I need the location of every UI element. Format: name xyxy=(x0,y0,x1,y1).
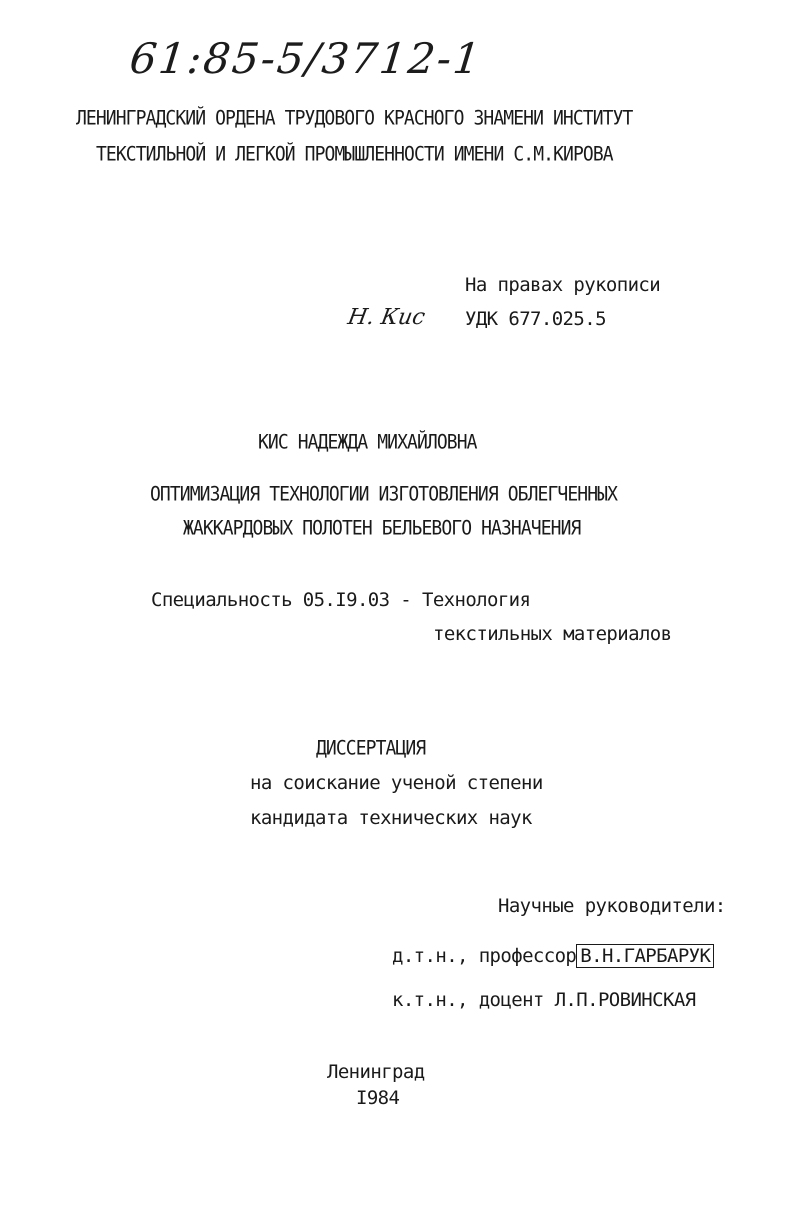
supervisor-1-name: В.Н.ГАРБАРУК xyxy=(576,944,714,968)
imprint-city: Ленинград xyxy=(327,1061,425,1083)
specialty-line-1: Специальность 05.I9.03 - Технология xyxy=(151,589,531,611)
institution-line-2: ТЕКСТИЛЬНОЙ И ЛЕГКОЙ ПРОМЫШЛЕННОСТИ ИМЕНИ С.М.КИРОВА xyxy=(96,143,613,166)
author-signature: Н. Кис xyxy=(345,305,427,330)
dissertation-heading: ДИССЕРТАЦИЯ xyxy=(316,737,426,760)
imprint-year: I984 xyxy=(356,1087,400,1109)
title-line-2: ЖАККАРДОВЫХ ПОЛОТЕН БЕЛЬЕВОГО НАЗНАЧЕНИЯ xyxy=(183,517,581,540)
supervisor-1 xyxy=(392,944,714,968)
specialty-line-2: текстильных материалов xyxy=(433,623,672,645)
author-name: КИС НАДЕЖДА МИХАЙЛОВНА xyxy=(258,431,477,454)
title-line-1: ОПТИМИЗАЦИЯ ТЕХНОЛОГИИ ИЗГОТОВЛЕНИЯ ОБЛЕГЧЕННЫХ xyxy=(150,483,618,506)
degree-line-1: на соискание ученой степени xyxy=(250,772,543,794)
archive-code-handwritten: 61:85-5/3712-1 xyxy=(127,34,485,83)
supervisor-2: к.т.н., доцент Л.П.РОВИНСКАЯ xyxy=(392,989,696,1011)
supervisor-1-title: д.т.н., профессор xyxy=(392,945,577,967)
supervisors-heading: Научные руководители: xyxy=(498,895,726,917)
institution-line-1: ЛЕНИНГРАДСКИЙ ОРДЕНА ТРУДОВОГО КРАСНОГО ЗНАМЕНИ ИНСТИТУТ xyxy=(76,107,633,130)
manuscript-rights: На правах рукописи xyxy=(465,274,661,296)
udk-code: УДК 677.025.5 xyxy=(465,308,606,330)
degree-line-2: кандидата технических наук xyxy=(250,807,532,829)
